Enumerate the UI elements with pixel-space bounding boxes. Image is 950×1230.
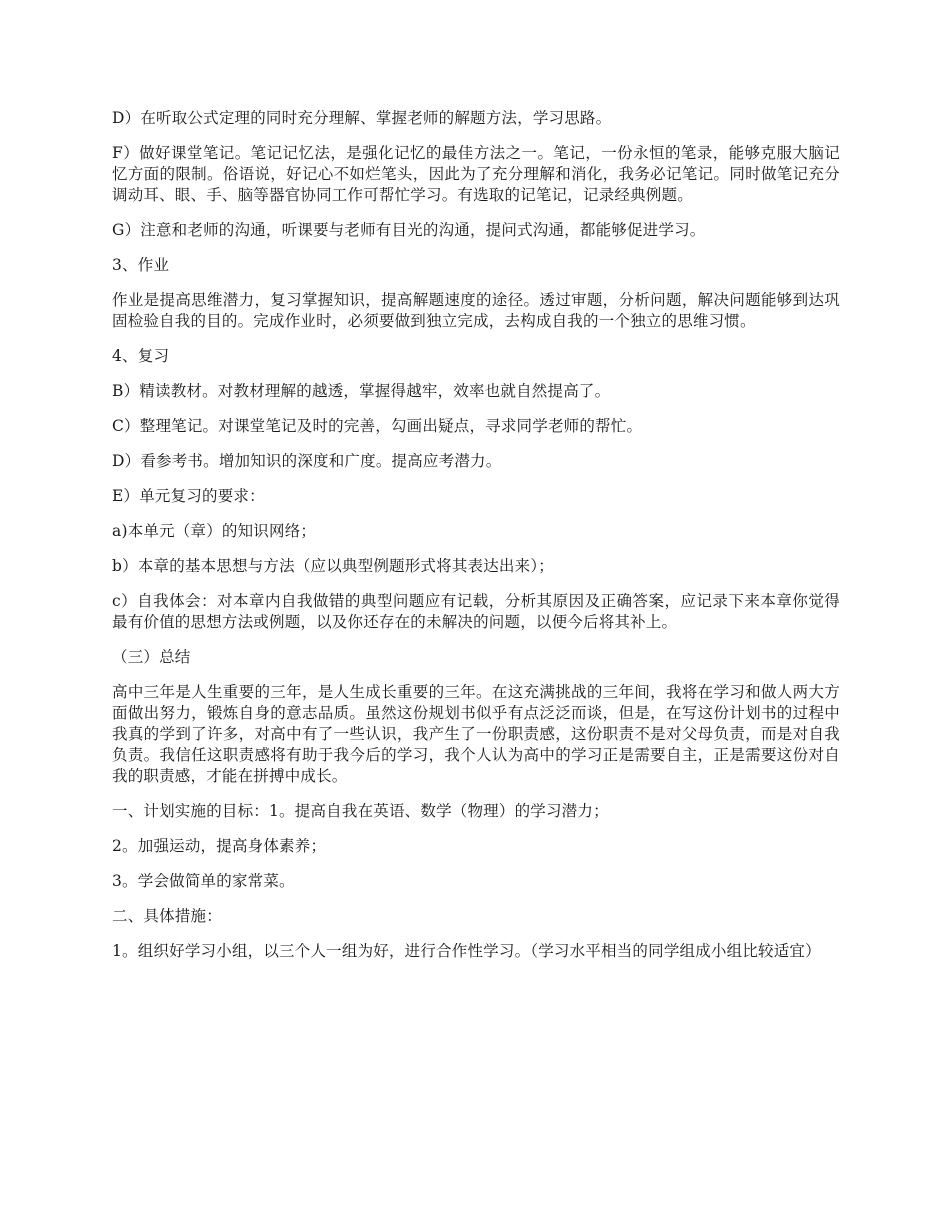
paragraph-7: B）精读教材。对教材理解的越透，掌握得越牢，效率也就自然提高了。 [112,382,611,400]
paragraph-13: c）自我体会：对本章内自我做错的典型问题应有记载，分析其原因及正确答案，应记录下来本章你觉得最有价值的思想方法或例题，以及你还存在的未解决的问题，以便今后将其补上。 [112,592,840,631]
paragraph-2: F）做好课堂笔记。笔记记忆法，是强化记忆的最佳方法之一。笔记，一份永恒的笔录，能够克服大脑记忆方面的限制。俗语说，好记心不如烂笔头，因此为了充分理解和消化，我务必记笔记。同时做笔记充分调动耳、眼、手、脑等器官协同工作可帮忙学习。有选取的记笔记，记录经典例题。 [112,144,840,204]
heading-review: 4、复习 [112,347,170,365]
heading-summary: （三）总结 [112,648,191,666]
paragraph-8: C）整理笔记。对课堂笔记及时的完善，勾画出疑点，寻求同学老师的帮忙。 [112,417,643,435]
paragraph-17: 2。加强运动，提高身体素养； [112,837,327,855]
heading-homework: 3、作业 [112,256,170,274]
paragraph-9: D）看参考书。增加知识的深度和广度。提高应考潜力。 [112,452,502,470]
paragraph-12: b）本章的基本思想与方法（应以典型例题形式将其表达出来）； [112,557,554,575]
paragraph-3: G）注意和老师的沟通，听课要与老师有目光的沟通，提问式沟通，都能够促进学习。 [112,221,706,239]
paragraph-1: D）在听取公式定理的同时充分理解、掌握老师的解题方法，学习思路。 [112,109,612,127]
paragraph-20: 1。组织好学习小组，以三个人一组为好，进行合作性学习。（学习水平相当的同学组成小组比较适宜） [112,942,821,960]
paragraph-16: 一、计划实施的目标：1。提高自我在英语、数学（物理）的学习潜力； [112,802,609,820]
paragraph-15: 高中三年是人生重要的三年，是人生成长重要的三年。在这充满挑战的三年间，我将在学习和做人两大方面做出努力，锻炼自身的意志品质。虽然这份规划书似乎有点泛泛而谈，但是，在写这份计划书的过程中我真的学到了许多，对高中有了一些认识，我产生了一份职责感，这份职责不是对父母负责，而是对自我负责。我信任这职责感将有助于我今后的学习，我个人认为高中的学习正是需要自主，正是需要这份对自我的职责感，才能在拼搏中成长。 [112,683,840,785]
paragraph-5: 作业是提高思维潜力，复习掌握知识，提高解题速度的途径。透过审题，分析问题，解决问题能够到达巩固检验自我的目的。完成作业时，必须要做到独立完成，去构成自我的一个独立的思维习惯。 [112,291,840,330]
paragraph-10: E）单元复习的要求： [112,487,265,505]
heading-measures: 二、具体措施： [112,907,222,925]
document-page [112,108,840,976]
paragraph-11: a)本单元（章）的知识网络； [112,522,317,540]
paragraph-18: 3。学会做简单的家常菜。 [112,872,295,890]
